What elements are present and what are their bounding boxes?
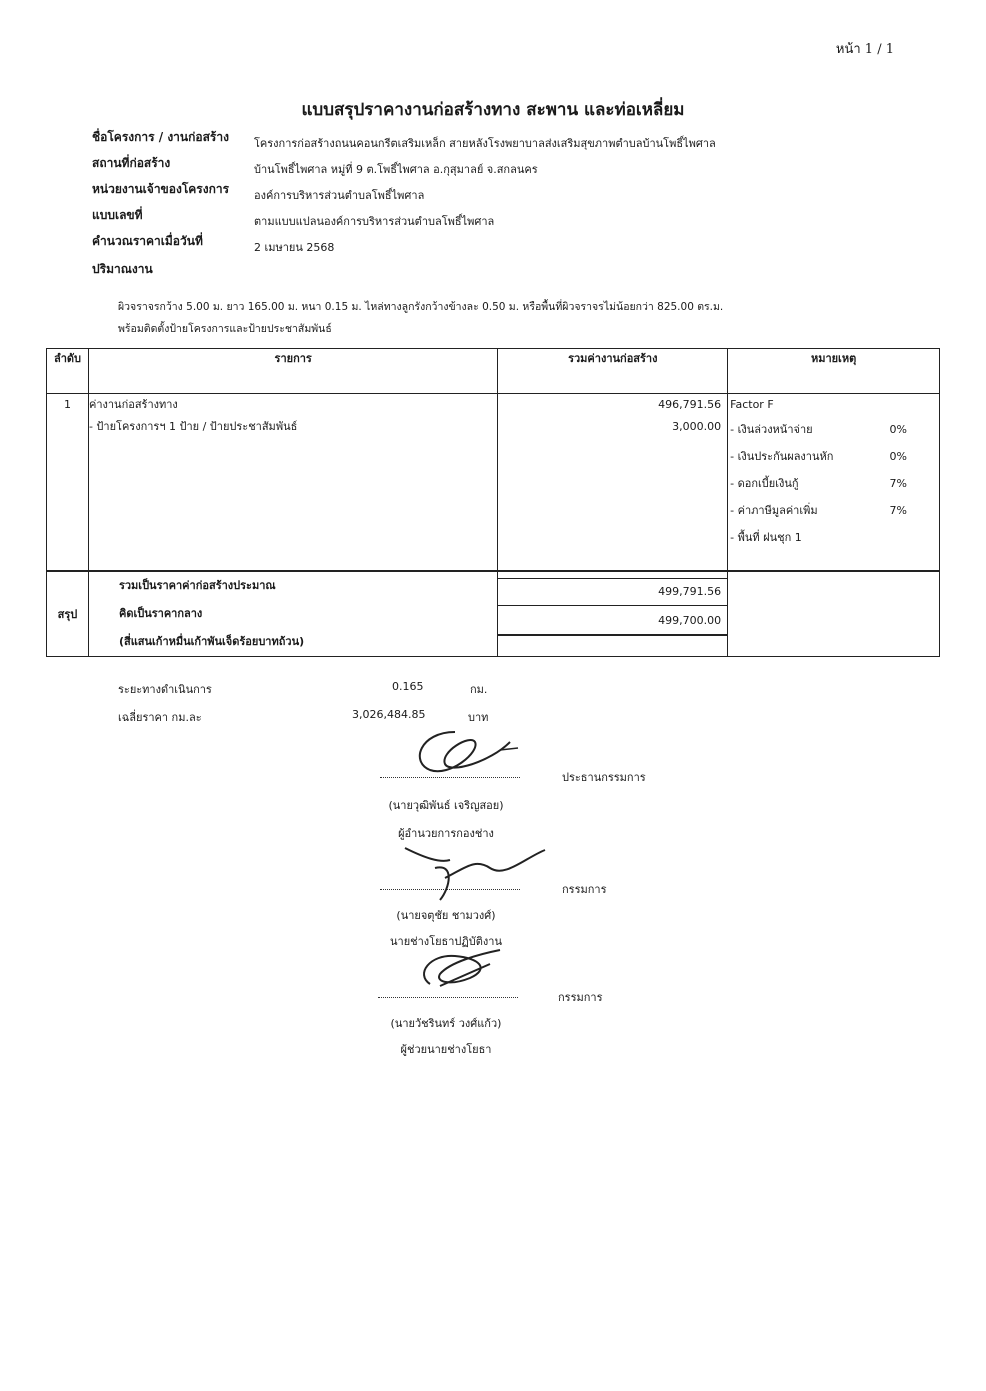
stat-label: เฉลี่ยราคา กม.ละ <box>118 711 202 724</box>
median-label: คิดเป็นราคากลาง <box>118 607 203 620</box>
header-no: ลำดับ <box>47 349 89 394</box>
stat-label: ระยะทางดำเนินการ <box>118 683 212 696</box>
summary-label: สรุป <box>47 571 89 657</box>
info-value-project: โครงการก่อสร้างถนนคอนกรีตเสริมเหล็ก สายหลังโรงพยาบาลส่งเสริมสุขภาพตำบลบ้านโพธิ์ไพศาล <box>254 137 716 150</box>
header-total: รวมค่างานก่อสร้าง <box>498 349 728 394</box>
signature-role-3: กรรมการ <box>558 991 603 1004</box>
table-header-row <box>47 349 940 394</box>
signature-role-1: ประธานกรรมการ <box>562 771 646 784</box>
signature-position-2: นายช่างโยธาปฏิบัติงาน <box>390 935 502 948</box>
cost-table <box>46 348 940 657</box>
page-number: หน้า 1 / 1 <box>835 42 894 57</box>
signature-line-2 <box>380 888 520 890</box>
remark-label: Factor F <box>730 398 774 411</box>
remark-line <box>728 470 939 497</box>
stat-unit: บาท <box>468 711 489 724</box>
header-remark: หมายเหตุ <box>728 349 940 394</box>
remark-line <box>728 443 939 470</box>
info-label-drawing: แบบเลขที่ <box>92 208 143 222</box>
remark-value: 0% <box>889 423 907 436</box>
info-label-quantity: ปริมาณงาน <box>92 262 153 276</box>
signature-mark-3 <box>410 944 510 994</box>
signature-position-3: ผู้ช่วยนายช่างโยธา <box>400 1043 492 1056</box>
remark-label: - พื้นที่ ฝนชุก 1 <box>730 531 802 544</box>
total-value: 499,791.56 <box>498 578 727 606</box>
remark-line <box>728 524 939 551</box>
remark-label: - ค่าภาษีมูลค่าเพิ่ม <box>730 504 818 517</box>
table-row <box>47 394 940 572</box>
info-label-project: ชื่อโครงการ / งานก่อสร้าง <box>92 130 229 144</box>
info-value-location: บ้านโพธิ์ไพศาล หมู่ที่ 9 ต.โพธิ์ไพศาล อ.กุสุมาลย์ จ.สกลนคร <box>254 163 538 176</box>
median-value: 499,700.00 <box>498 608 727 636</box>
item-name: - ป้ายโครงการฯ 1 ป้าย / ป้ายประชาสัมพันธ์ <box>88 420 298 433</box>
remark-value: 7% <box>889 504 907 517</box>
remark-value: 0% <box>889 450 907 463</box>
signature-name-2: (นายจตุชัย ชามวงศ์) <box>396 909 496 922</box>
row-number: 1 <box>47 394 89 572</box>
info-value-owner: องค์การบริหารส่วนตำบลโพธิ์ไพศาล <box>254 189 425 202</box>
remark-line <box>728 497 939 524</box>
amount-in-words: (สี่แสนเก้าหมื่นเก้าพันเจ็ดร้อยบาทถ้วน) <box>118 635 305 648</box>
info-label-location: สถานที่ก่อสร้าง <box>92 156 171 170</box>
header-item: รายการ <box>88 349 497 394</box>
signature-name-1: (นายวุฒิพันธ์ เจริญสอย) <box>388 799 504 812</box>
total-label: รวมเป็นราคาค่าก่อสร้างประมาณ <box>118 579 276 592</box>
signature-line-3 <box>378 996 518 998</box>
item-amount: 496,791.56 <box>658 398 722 411</box>
summary-row <box>47 571 940 657</box>
item-amount: 3,000.00 <box>672 420 722 433</box>
scope-line-1: ผิวจราจรกว้าง 5.00 ม. ยาว 165.00 ม. หนา 0.15 ม. ไหล่ทางลูกรังกว้างข้างละ 0.50 ม. หรือพื้นที่ผิวจราจรไม่น้อยกว่า 825.00 ตร.ม. <box>118 301 724 313</box>
remark-label: - เงินล่วงหน้าจ่าย <box>730 423 813 436</box>
stat-value: 0.165 <box>392 680 424 693</box>
signature-role-2: กรรมการ <box>562 883 607 896</box>
item-name: ค่างานก่อสร้างทาง <box>88 398 178 411</box>
info-label-date: คำนวณราคาเมื่อวันที่ <box>92 234 203 248</box>
remark-line <box>728 416 939 443</box>
signature-mark-2 <box>395 838 555 908</box>
page-title: แบบสรุปราคางานก่อสร้างทาง สะพาน และท่อเหลี่ยม <box>301 100 685 120</box>
signature-name-3: (นายวัชรินทร์ วงศ์แก้ว) <box>390 1017 502 1030</box>
signature-mark-1 <box>400 722 540 782</box>
scope-line-2: พร้อมติดตั้งป้ายโครงการและป้ายประชาสัมพันธ์ <box>118 323 332 335</box>
remark-label: - เงินประกันผลงานหัก <box>730 450 834 463</box>
remark-line <box>728 394 939 416</box>
stat-unit: กม. <box>470 683 488 696</box>
info-value-date: 2 เมษายน 2568 <box>254 241 335 254</box>
stat-value: 3,026,484.85 <box>352 708 426 721</box>
info-value-drawing: ตามแบบแปลนองค์การบริหารส่วนตำบลโพธิ์ไพศาล <box>254 215 495 228</box>
remark-value: 7% <box>889 477 907 490</box>
signature-position-1: ผู้อำนวยการกองช่าง <box>398 827 494 840</box>
remark-label: - ดอกเบี้ยเงินกู้ <box>730 477 799 490</box>
signature-line-1 <box>380 776 520 778</box>
info-label-owner: หน่วยงานเจ้าของโครงการ <box>92 182 230 196</box>
